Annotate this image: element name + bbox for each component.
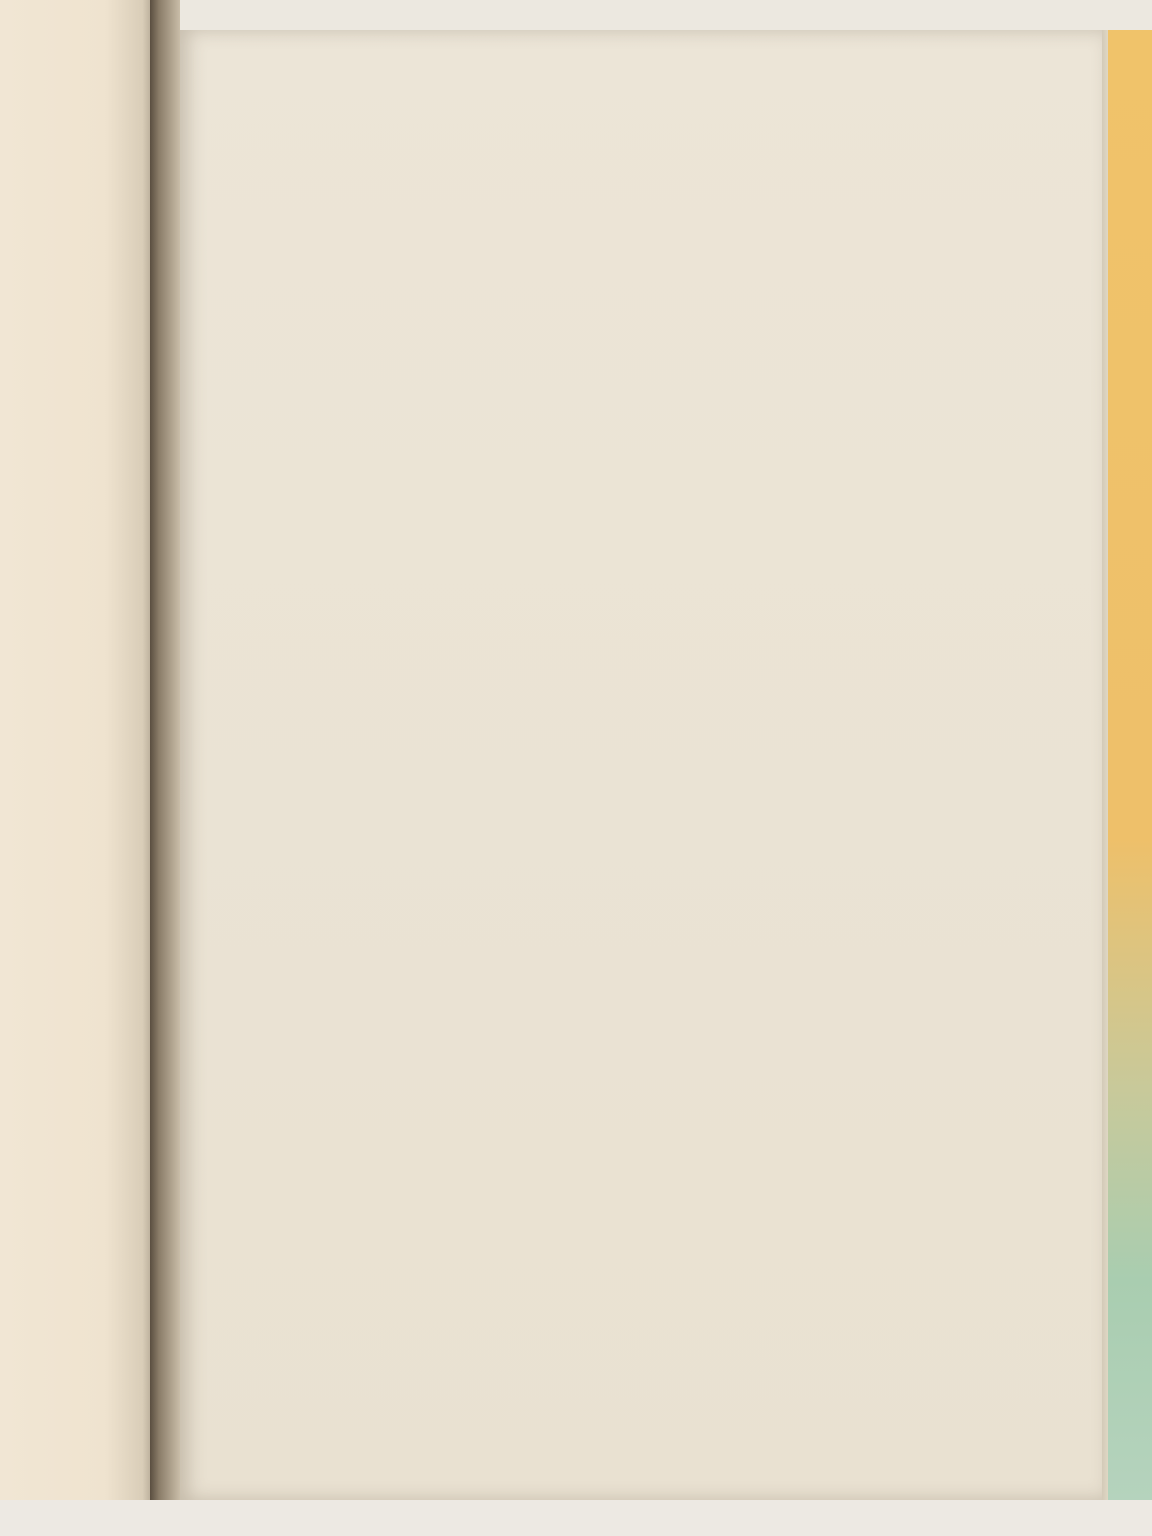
- book-cover-edge: [1108, 30, 1152, 1500]
- chapter-heading: [448, 305, 458, 334]
- book-gutter: [150, 0, 180, 1536]
- book-page: [180, 30, 1102, 1500]
- table-surface: [0, 1500, 1152, 1536]
- left-facing-page: [0, 0, 150, 1536]
